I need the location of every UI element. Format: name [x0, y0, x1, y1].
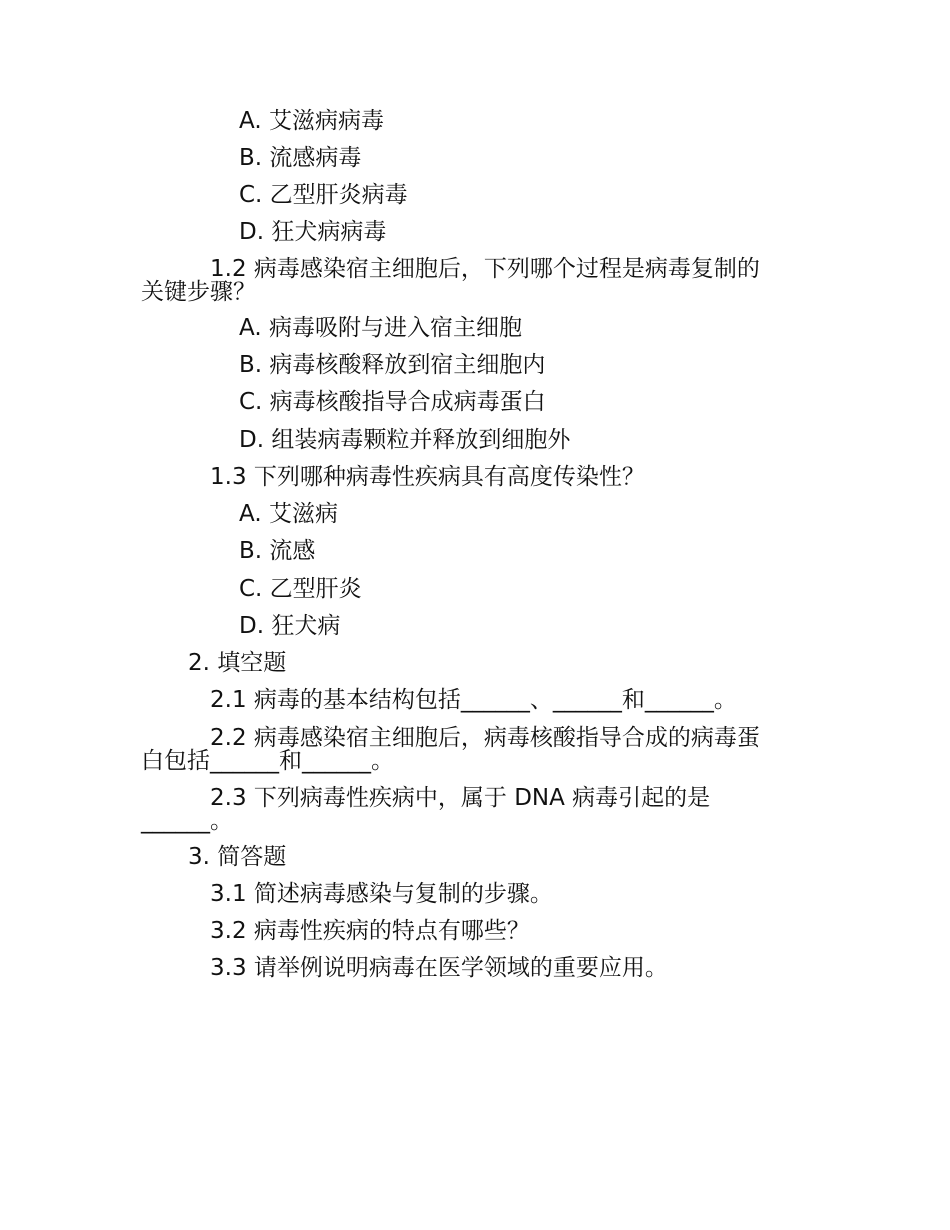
option-b: B. 病毒核酸释放到宿主细胞内 [239, 352, 546, 378]
option-c: C. 病毒核酸指导合成病毒蛋白 [239, 389, 546, 415]
option-b: B. 流感病毒 [239, 145, 362, 171]
question-1-2: 1.2 病毒感染宿主细胞后，下列哪个过程是病毒复制的 [210, 256, 760, 282]
option-b: B. 流感 [239, 538, 316, 564]
question-1-3: 1.3 下列哪种病毒性疾病具有高度传染性？ [210, 464, 645, 490]
option-d: D. 组装病毒颗粒并释放到细胞外 [239, 427, 571, 453]
option-d: D. 狂犬病 [239, 613, 341, 639]
option-d: D. 狂犬病病毒 [239, 219, 387, 245]
section-2-heading: 2. 填空题 [188, 650, 287, 676]
option-a: A. 病毒吸附与进入宿主细胞 [239, 315, 522, 341]
question-3-2: 3.2 病毒性疾病的特点有哪些？ [210, 918, 530, 944]
option-c: C. 乙型肝炎病毒 [239, 182, 408, 208]
question-2-1: 2.1 病毒的基本结构包括______、______和______。 [210, 687, 737, 713]
question-3-3: 3.3 请举例说明病毒在医学领域的重要应用。 [210, 955, 668, 981]
question-1-2-continuation: 关键步骤？ [141, 279, 256, 305]
section-3-heading: 3. 简答题 [188, 844, 287, 870]
option-a: A. 艾滋病 [239, 501, 338, 527]
question-2-2-continuation: 白包括______和______。 [141, 748, 394, 774]
question-2-3: 2.3 下列病毒性疾病中，属于 DNA 病毒引起的是 [210, 785, 711, 811]
option-c: C. 乙型肝炎 [239, 576, 362, 602]
question-2-3-continuation: ______。 [141, 808, 233, 834]
question-3-1: 3.1 简述病毒感染与复制的步骤。 [210, 881, 553, 907]
option-a: A. 艾滋病病毒 [239, 108, 384, 134]
question-2-2: 2.2 病毒感染宿主细胞后，病毒核酸指导合成的病毒蛋 [210, 725, 760, 751]
